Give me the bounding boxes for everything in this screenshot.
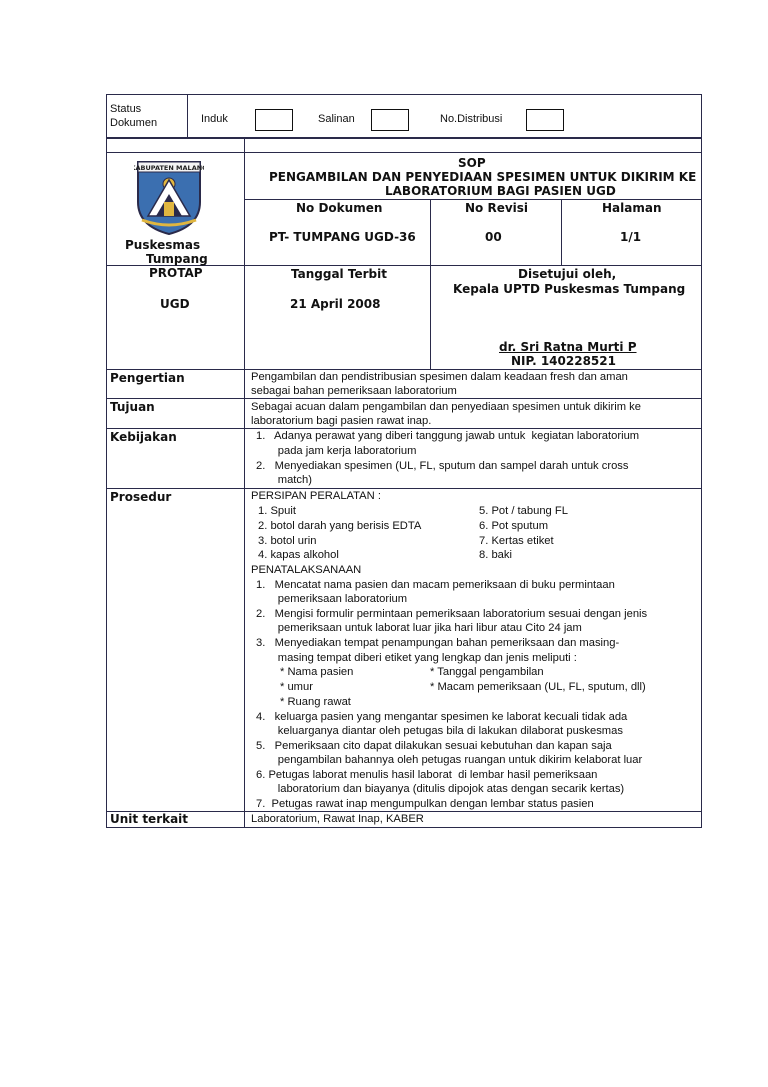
step-line: 3. Menyediakan tempat penampungan bahan pemeriksaan dan masing- bbox=[256, 637, 620, 649]
col-rule bbox=[561, 199, 562, 265]
status-label-1: Status bbox=[110, 103, 142, 115]
col-rule bbox=[430, 199, 431, 369]
tujuan-line: laboratorium bagi pasien rawat inap. bbox=[251, 415, 432, 427]
org-name-line2: Tumpang bbox=[146, 252, 208, 266]
no-revisi-value: 00 bbox=[485, 230, 502, 244]
step-line: pemeriksaan laboratorium bbox=[256, 593, 408, 605]
alat-item: 8. baki bbox=[479, 549, 512, 561]
pengertian-line: Pengambilan dan pendistribusian spesimen dalam keadaan fresh dan aman bbox=[251, 371, 628, 383]
pengertian-label: Pengertian bbox=[110, 371, 185, 385]
unit-terkait-value: Laboratorium, Rawat Inap, KABER bbox=[251, 813, 424, 825]
etiket-item: * umur bbox=[280, 681, 313, 693]
status-label-2: Dokumen bbox=[110, 117, 158, 129]
step-line: pemeriksaan untuk laborat luar jika hari libur atau Cito 24 jam bbox=[256, 622, 582, 634]
kebijakan-line: 1. Adanya perawat yang diberi tanggung jawab untuk kegiatan laboratorium bbox=[256, 430, 640, 442]
etiket-item: * Macam pemeriksaan (UL, FL, sputum, dll) bbox=[430, 681, 646, 693]
kabupaten-malang-logo bbox=[134, 158, 204, 236]
induk-label: Induk bbox=[201, 113, 228, 125]
step-line: 4. keluarga pasien yang mengantar spesimen ke laborat kecuali tidak ada bbox=[256, 711, 628, 723]
alat-item: 3. botol urin bbox=[258, 535, 317, 547]
step-line: masing tempat diberi etiket yang lengkap dan jenis meliputi : bbox=[256, 652, 577, 664]
distribusi-box[interactable] bbox=[526, 109, 564, 131]
etiket-item: * Tanggal pengambilan bbox=[430, 666, 544, 678]
penatalaksanaan-title: PENATALAKSANAAN bbox=[251, 564, 362, 576]
no-dokumen-value: PT- TUMPANG UGD-36 bbox=[269, 230, 416, 244]
kebijakan-label: Kebijakan bbox=[110, 430, 177, 444]
alat-item: 1. Spuit bbox=[258, 505, 296, 517]
step-line: 6. Petugas laborat menulis hasil laborat di lembar hasil pemeriksaan bbox=[256, 769, 598, 781]
no-revisi-label: No Revisi bbox=[465, 201, 529, 215]
row-rule bbox=[106, 152, 702, 153]
protap-label: PROTAP bbox=[149, 266, 203, 280]
step-line: 5. Pemeriksaan cito dapat dilakukan sesuai kebutuhan dan kapan saja bbox=[256, 740, 612, 752]
salinan-label: Salinan bbox=[318, 113, 355, 125]
no-dokumen-label: No Dokumen bbox=[296, 201, 383, 215]
alat-item: 4. kapas alkohol bbox=[258, 549, 339, 561]
status-divider bbox=[187, 94, 188, 138]
step-line: pengambilan bahannya oleh petugas ruangan untuk dikirim kelaborat luar bbox=[256, 754, 643, 766]
etiket-item: * Nama pasien bbox=[280, 666, 354, 678]
pengertian-line: sebagai bahan pemeriksaan laboratorium bbox=[251, 385, 457, 397]
unit-terkait-label: Unit terkait bbox=[110, 812, 189, 826]
prosedur-label: Prosedur bbox=[110, 490, 172, 504]
halaman-label: Halaman bbox=[602, 201, 662, 215]
svg-text:KABUPATEN MALANG: KABUPATEN MALANG bbox=[134, 164, 204, 172]
approved-by-label: Disetujui oleh, bbox=[518, 267, 617, 281]
kebijakan-line: pada jam kerja laboratorium bbox=[256, 445, 417, 457]
col-rule bbox=[244, 138, 245, 828]
alat-item: 6. Pot sputum bbox=[479, 520, 549, 532]
step-line: 1. Mencatat nama pasien dan macam pemeriksaan di buku permintaan bbox=[256, 579, 615, 591]
approver-title: Kepala UPTD Puskesmas Tumpang bbox=[453, 282, 686, 296]
step-line: 7. Petugas rawat inap mengumpulkan dengan lembar status pasien bbox=[256, 798, 594, 810]
distribusi-label: No.Distribusi bbox=[440, 113, 503, 125]
alat-item: 5. Pot / tabung FL bbox=[479, 505, 568, 517]
induk-box[interactable] bbox=[255, 109, 293, 131]
kebijakan-line: match) bbox=[256, 474, 312, 486]
step-line: 2. Mengisi formulir permintaan pemeriksaan laboratorium sesuai dengan jenis bbox=[256, 608, 648, 620]
persiapan-title: PERSIPAN PERALATAN : bbox=[251, 490, 381, 502]
signer-nip: NIP. 140228521 bbox=[511, 354, 616, 368]
kebijakan-line: 2. Menyediakan spesimen (UL, FL, sputum dan sampel darah untuk cross bbox=[256, 460, 629, 472]
ugd-label: UGD bbox=[160, 297, 190, 311]
sop-label: SOP bbox=[458, 156, 486, 170]
tujuan-line: Sebagai acuan dalam pengambilan dan penyediaan spesimen untuk dikirim ke bbox=[251, 401, 641, 413]
alat-item: 2. botol darah yang berisis EDTA bbox=[258, 520, 422, 532]
step-line: laboratorium dan biayanya (ditulis dipojok atas dengan secarik kertas) bbox=[256, 783, 625, 795]
org-name-line1: Puskesmas bbox=[125, 238, 201, 252]
salinan-box[interactable] bbox=[371, 109, 409, 131]
tujuan-label: Tujuan bbox=[110, 400, 155, 414]
signer-name: dr. Sri Ratna Murti P bbox=[499, 340, 637, 354]
halaman-value: 1/1 bbox=[620, 230, 642, 244]
tanggal-label: Tanggal Terbit bbox=[291, 267, 387, 281]
step-line: keluarganya diantar oleh petugas bila di lakukan dilaborat puskesmas bbox=[256, 725, 623, 737]
sop-title-line2: LABORATORIUM BAGI PASIEN UGD bbox=[385, 184, 616, 198]
alat-item: 7. Kertas etiket bbox=[479, 535, 554, 547]
tanggal-value: 21 April 2008 bbox=[290, 297, 381, 311]
row-rule bbox=[106, 488, 702, 489]
etiket-item: * Ruang rawat bbox=[280, 696, 351, 708]
row-rule bbox=[244, 199, 702, 200]
sop-title-line1: PENGAMBILAN DAN PENYEDIAAN SPESIMEN UNTUK DIKIRIM KE bbox=[269, 170, 697, 184]
